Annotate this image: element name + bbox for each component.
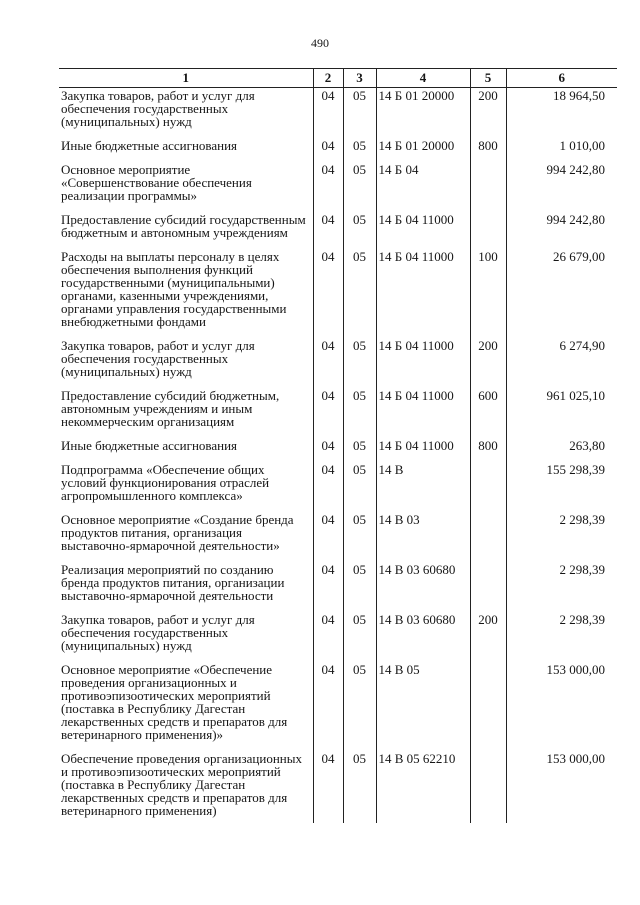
row-description: Основное мероприятие «Создание бренда продуктов питания, организация выставочно-ярмарочной деятельности» [59,512,313,562]
row-section: 04 [313,751,343,823]
row-expense-type [470,162,506,212]
row-expense-type: 200 [470,612,506,662]
row-description: Реализация мероприятий по созданию бренда продуктов питания, организации выставочно-ярмарочной деятельности [59,562,313,612]
row-description: Основное мероприятие «Обеспечение проведения организационных и противоэпизоотических мероприятий (поставка в Республику Дагестан лекарственных средств и препаратов для ветеринарного применения)» [59,662,313,751]
table-row [59,512,617,562]
table-body [59,88,617,824]
row-target-code: 14 В 05 62210 [376,751,470,823]
row-description: Иные бюджетные ассигнования [59,438,313,462]
row-expense-type [470,662,506,751]
row-target-code: 14 В 03 [376,512,470,562]
table-row [59,612,617,662]
row-expense-type [470,212,506,249]
row-expense-type [470,751,506,823]
row-section: 04 [313,512,343,562]
row-expense-type: 600 [470,388,506,438]
row-section: 04 [313,162,343,212]
table-row [59,212,617,249]
row-subsection: 05 [343,512,376,562]
row-amount: 2 298,39 [506,512,617,562]
row-amount: 994 242,80 [506,162,617,212]
row-description: Иные бюджетные ассигнования [59,138,313,162]
row-target-code: 14 В 03 60680 [376,562,470,612]
row-section: 04 [313,249,343,338]
row-section: 04 [313,562,343,612]
header-cell-2: 2 [313,69,343,88]
row-description: Закупка товаров, работ и услуг для обеспечения государственных (муниципальных) нужд [59,88,313,139]
row-expense-type: 800 [470,438,506,462]
row-target-code: 14 Б 01 20000 [376,88,470,139]
row-description: Обеспечение проведения организационных и противоэпизоотических мероприятий (поставка в Республику Дагестан лекарственных средств и препаратов для ветеринарного применения) [59,751,313,823]
row-amount: 153 000,00 [506,662,617,751]
row-subsection: 05 [343,662,376,751]
row-target-code: 14 Б 04 11000 [376,249,470,338]
row-expense-type: 200 [470,338,506,388]
table-row [59,388,617,438]
row-amount: 994 242,80 [506,212,617,249]
table-row [59,138,617,162]
row-description: Предоставление субсидий бюджетным, автономным учреждениям и иным некоммерческим организациям [59,388,313,438]
row-description: Расходы на выплаты персоналу в целях обеспечения выполнения функций государственными (муниципальными) органами, казенными учреждениями, органами управления государственными внебюджетными фондами [59,249,313,338]
row-target-code: 14 Б 04 11000 [376,338,470,388]
table-row [59,438,617,462]
budget-table [59,68,617,823]
row-target-code: 14 Б 04 11000 [376,212,470,249]
row-subsection: 05 [343,212,376,249]
row-expense-type [470,562,506,612]
row-expense-type: 200 [470,88,506,139]
row-subsection: 05 [343,751,376,823]
row-expense-type: 800 [470,138,506,162]
row-amount: 2 298,39 [506,612,617,662]
row-target-code: 14 В 03 60680 [376,612,470,662]
header-cell-1: 1 [59,69,313,88]
header-row [59,69,617,88]
row-amount: 155 298,39 [506,462,617,512]
row-section: 04 [313,212,343,249]
table-row [59,662,617,751]
table-row [59,751,617,823]
row-section: 04 [313,662,343,751]
row-amount: 263,80 [506,438,617,462]
row-section: 04 [313,88,343,139]
row-target-code: 14 В 05 [376,662,470,751]
row-section: 04 [313,462,343,512]
row-subsection: 05 [343,438,376,462]
row-description: Предоставление субсидий государственным бюджетным и автономным учреждениям [59,212,313,249]
header-cell-4: 4 [376,69,470,88]
header-cell-3: 3 [343,69,376,88]
row-amount: 961 025,10 [506,388,617,438]
row-expense-type [470,512,506,562]
row-amount: 18 964,50 [506,88,617,139]
row-subsection: 05 [343,138,376,162]
table-row [59,249,617,338]
row-section: 04 [313,388,343,438]
row-subsection: 05 [343,338,376,388]
row-target-code: 14 В [376,462,470,512]
row-amount: 2 298,39 [506,562,617,612]
table-row [59,88,617,139]
table-row [59,462,617,512]
row-description: Закупка товаров, работ и услуг для обеспечения государственных (муниципальных) нужд [59,338,313,388]
row-description: Закупка товаров, работ и услуг для обеспечения государственных (муниципальных) нужд [59,612,313,662]
row-target-code: 14 Б 01 20000 [376,138,470,162]
row-expense-type [470,462,506,512]
row-expense-type: 100 [470,249,506,338]
row-section: 04 [313,438,343,462]
row-target-code: 14 Б 04 11000 [376,438,470,462]
row-subsection: 05 [343,612,376,662]
row-subsection: 05 [343,88,376,139]
row-section: 04 [313,138,343,162]
row-subsection: 05 [343,562,376,612]
row-amount: 1 010,00 [506,138,617,162]
header-cell-5: 5 [470,69,506,88]
row-target-code: 14 Б 04 11000 [376,388,470,438]
row-subsection: 05 [343,162,376,212]
row-subsection: 05 [343,462,376,512]
row-amount: 6 274,90 [506,338,617,388]
row-section: 04 [313,338,343,388]
row-description: Подпрограмма «Обеспечение общих условий функционирования отраслей агропромышленного комплекса» [59,462,313,512]
row-description: Основное мероприятие «Совершенствование обеспечения реализации программы» [59,162,313,212]
table-row [59,162,617,212]
row-subsection: 05 [343,249,376,338]
row-amount: 26 679,00 [506,249,617,338]
row-section: 04 [313,612,343,662]
page-number: 490 [311,36,329,50]
row-target-code: 14 Б 04 [376,162,470,212]
row-amount: 153 000,00 [506,751,617,823]
table-row [59,338,617,388]
table-row [59,562,617,612]
row-subsection: 05 [343,388,376,438]
header-cell-6: 6 [506,69,617,88]
